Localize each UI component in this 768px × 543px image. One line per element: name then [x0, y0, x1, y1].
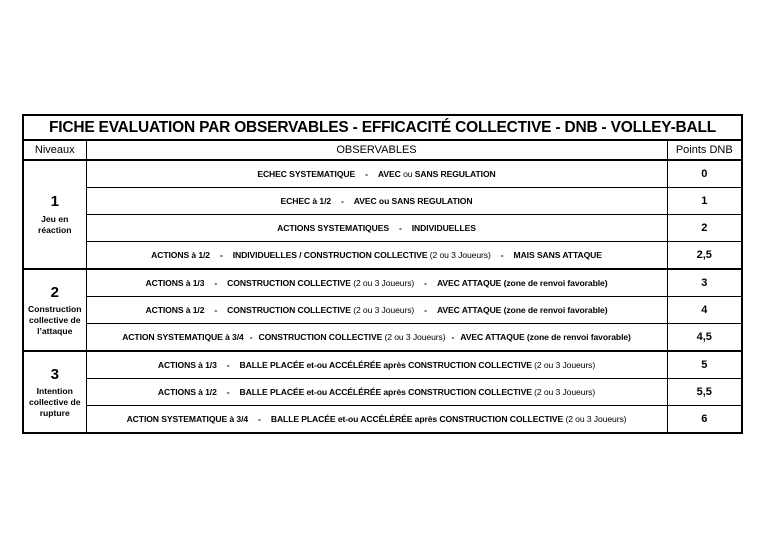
table-row: [23, 160, 742, 188]
observable-separator: -: [258, 414, 261, 424]
observable-separator: -: [451, 332, 455, 342]
points-cell: 0: [667, 160, 742, 188]
header-row: [23, 140, 742, 160]
observable-cell: [86, 188, 667, 215]
observable-separator: -: [398, 223, 402, 233]
table-row: [23, 269, 742, 297]
level-label-line: réaction: [38, 224, 72, 235]
observable-note: ou: [403, 169, 415, 179]
table-row: [23, 406, 742, 434]
observable-detail: BALLE PLACÉE et-ou ACCÉLÉRÉE après CONSTRUCTION COLLECTIVE: [239, 387, 535, 397]
observable-note: (2 ou 3 Joueurs): [534, 387, 596, 397]
observable-note: (2 ou 3 Joueurs): [384, 332, 446, 342]
observable-detail: SANS REGULATION: [414, 169, 496, 179]
observable-note: (2 ou 3 Joueurs): [429, 250, 491, 260]
observable-detail: INDIVIDUELLES / CONSTRUCTION COLLECTIVE: [232, 250, 430, 260]
points-cell: 4: [667, 297, 742, 324]
level-label-line: Construction: [28, 304, 82, 315]
observable-action: ECHEC SYSTEMATIQUE: [257, 169, 356, 179]
observable-cell: [86, 351, 667, 379]
observable-detail: CONSTRUCTION COLLECTIVE: [227, 305, 354, 315]
points-cell: 5: [667, 351, 742, 379]
points-cell: 2,5: [667, 242, 742, 270]
level-label-line: Intention: [36, 386, 73, 397]
observable-separator: -: [214, 305, 218, 315]
table-title: FICHE EVALUATION PAR OBSERVABLES - EFFICACITÉ COLLECTIVE - DNB - VOLLEY-BALL: [23, 115, 742, 140]
observable-detail: BALLE PLACÉE et-ou ACCÉLÉRÉE après CONSTRUCTION COLLECTIVE: [239, 360, 535, 370]
observable-detail: AVEC ou SANS REGULATION: [353, 196, 473, 206]
level-label-line: Jeu en: [41, 214, 69, 225]
level-number: 1: [50, 193, 59, 211]
observable-action: ECHEC à 1/2: [280, 196, 332, 206]
level-label-line: collective de: [28, 315, 81, 325]
header-points: Points DNB: [667, 140, 742, 160]
observable-separator: -: [249, 332, 253, 342]
level-cell-2: [23, 269, 86, 351]
observable-action: ACTIONS SYSTEMATIQUES: [277, 223, 389, 233]
title-row: [23, 115, 742, 140]
table-row: [23, 242, 742, 270]
level-label-line: l’attaque: [37, 325, 73, 336]
observable-note: (2 ou 3 Joueurs): [565, 414, 627, 424]
points-cell: 3: [667, 269, 742, 297]
observable-action: ACTIONS à 1/3: [157, 360, 217, 370]
observable-action: ACTIONS à 1/2: [151, 250, 210, 260]
observable-cell: [86, 324, 667, 352]
header-levels: Niveaux: [23, 140, 86, 160]
observable-separator: -: [226, 387, 230, 397]
observable-separator: -: [424, 305, 427, 315]
observable-separator: -: [219, 250, 223, 260]
observable-cell: [86, 379, 667, 406]
observable-detail: AVEC: [377, 169, 404, 179]
observable-detail: AVEC ATTAQUE (zone de renvoi favorable): [436, 305, 608, 315]
observable-note: (2 ou 3 Joueurs): [353, 305, 415, 315]
observable-detail: INDIVIDUELLES: [411, 223, 476, 233]
evaluation-table: [22, 114, 743, 434]
table-row: [23, 351, 742, 379]
table-row: [23, 215, 742, 242]
points-cell: 6: [667, 406, 742, 434]
observable-detail: CONSTRUCTION COLLECTIVE: [258, 332, 385, 342]
observable-cell: [86, 160, 667, 188]
observable-separator: -: [226, 360, 230, 370]
points-cell: 5,5: [667, 379, 742, 406]
header-observables: OBSERVABLES: [86, 140, 667, 160]
observable-separator: -: [341, 196, 344, 206]
level-cell-3: [23, 351, 86, 433]
observable-separator: -: [424, 278, 427, 288]
points-cell: 1: [667, 188, 742, 215]
observable-detail: MAIS SANS ATTAQUE: [513, 250, 602, 260]
observable-action: ACTION SYSTEMATIQUE à 3/4: [126, 414, 249, 424]
observable-cell: [86, 242, 667, 270]
level-label-line: collective de: [28, 397, 81, 407]
observable-detail: AVEC ATTAQUE (zone de renvoi favorable): [436, 278, 608, 288]
level-label-line: rupture: [39, 407, 70, 418]
table-row: [23, 188, 742, 215]
observable-action: ACTION SYSTEMATIQUE à 3/4: [122, 332, 244, 342]
observable-note: (2 ou 3 Joueurs): [534, 360, 596, 370]
observable-separator: -: [365, 169, 368, 179]
points-cell: 4,5: [667, 324, 742, 352]
observable-cell: [86, 297, 667, 324]
level-cell-1: [23, 160, 86, 269]
table-row: [23, 379, 742, 406]
observable-separator: -: [214, 278, 218, 288]
observable-detail: CONSTRUCTION COLLECTIVE: [227, 278, 354, 288]
observable-detail: AVEC ATTAQUE (zone de renvoi favorable): [460, 332, 631, 342]
observable-cell: [86, 269, 667, 297]
observable-cell: [86, 406, 667, 434]
observable-note: (2 ou 3 Joueurs): [353, 278, 415, 288]
points-cell: 2: [667, 215, 742, 242]
observable-action: ACTIONS à 1/2: [157, 387, 217, 397]
observable-detail: BALLE PLACÉE et-ou ACCÉLÉRÉE après CONSTRUCTION COLLECTIVE: [270, 414, 566, 424]
observable-separator: -: [500, 250, 504, 260]
table-row: [23, 297, 742, 324]
observable-cell: [86, 215, 667, 242]
level-number: 2: [50, 283, 59, 301]
level-number: 3: [50, 365, 59, 383]
observable-action: ACTIONS à 1/2: [145, 305, 205, 315]
table-row: [23, 324, 742, 352]
observable-action: ACTIONS à 1/3: [145, 278, 205, 288]
